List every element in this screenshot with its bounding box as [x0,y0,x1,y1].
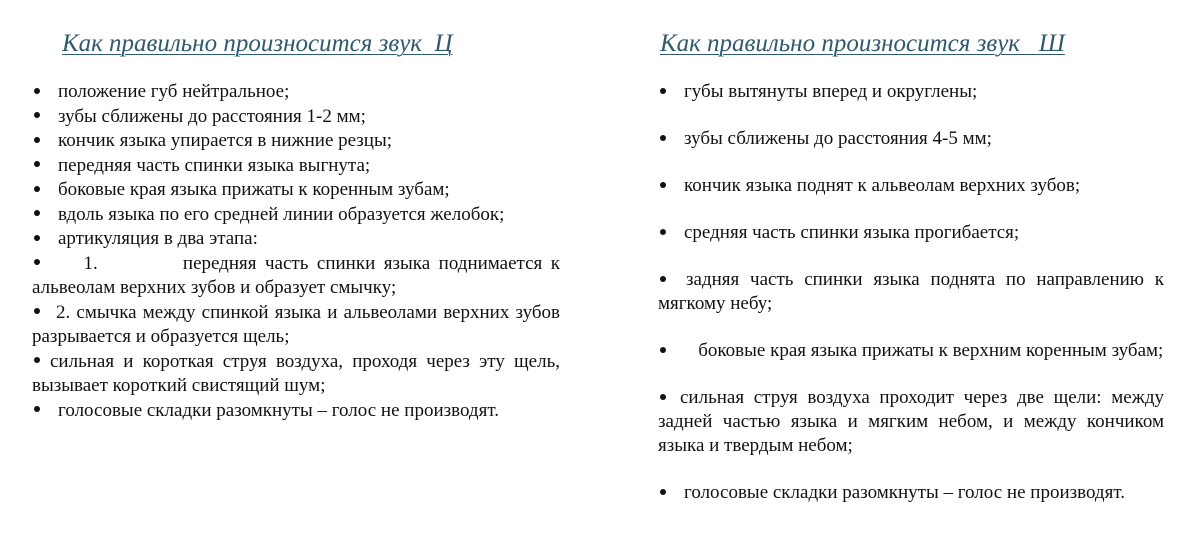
list-item: сильная струя воздуха проходит через две щели: между задней частью языка и мягким небом, и между кончиком языка и твердым небом; [658,387,1164,456]
right-title: Как правильно произносится звук Ш [660,30,1065,57]
list-item: боковые края языка прижаты к коренным зубам; [32,178,560,203]
list-item: артикуляция в два этапа: [32,227,560,252]
bullet-icon [32,227,58,252]
list-item: боковые края языка прижаты к верхним коренным зубам; [658,339,1164,363]
bullet-icon [32,399,58,424]
list-item: 2. смычка между спинкой языка и альвеолами верхних зубов разрывается и образуется щель; [32,301,560,347]
bullet-icon [658,339,684,363]
bullet-icon [32,178,58,203]
bullet-icon [658,481,684,505]
left-articulation-list [32,80,565,423]
list-item: средняя часть спинки языка прогибается; [658,221,1164,245]
bullet-icon [32,129,58,154]
bullet-icon [658,174,684,198]
bullet-icon [32,301,56,326]
bullet-icon [32,350,50,375]
bullet-icon [658,386,680,410]
list-item: положение губ нейтральное; [32,80,560,105]
bullet-icon [32,252,58,277]
list-item: передняя часть спинки языка выгнута; [32,154,560,179]
right-articulation-list [658,80,1164,505]
bullet-icon [658,268,686,292]
list-item: голосовые складки разомкнуты – голос не производят. [658,481,1164,505]
list-item: сильная и короткая струя воздуха, проходя через эту щель, вызывает короткий свистящий шум; [32,350,560,396]
list-item: задняя часть спинки языка поднята по направлению к мягкому небу; [658,269,1164,314]
list-item: губы вытянуты вперед и округлены; [658,80,1164,104]
list-item: кончик языка упирается в нижние резцы; [32,129,560,154]
bullet-icon [658,221,684,245]
bullet-icon [658,127,684,151]
bullet-icon [32,203,58,228]
list-item: зубы сближены до расстояния 4-5 мм; [658,127,1164,151]
list-item: 1. передняя часть спинки языка поднимается к альвеолам верхних зубов и образует смычку; [32,252,565,298]
list-item: вдоль языка по его средней линии образуется желобок; [32,203,560,228]
bullet-icon [32,80,58,105]
list-item: зубы сближены до расстояния 1-2 мм; [32,105,560,130]
left-title: Как правильно произносится звук Ц [62,30,453,57]
bullet-icon [658,80,684,104]
bullet-icon [32,154,58,179]
list-item: кончик языка поднят к альвеолам верхних зубов; [658,174,1164,198]
bullet-icon [32,105,58,130]
list-item: голосовые складки разомкнуты – голос не производят. [32,399,560,424]
